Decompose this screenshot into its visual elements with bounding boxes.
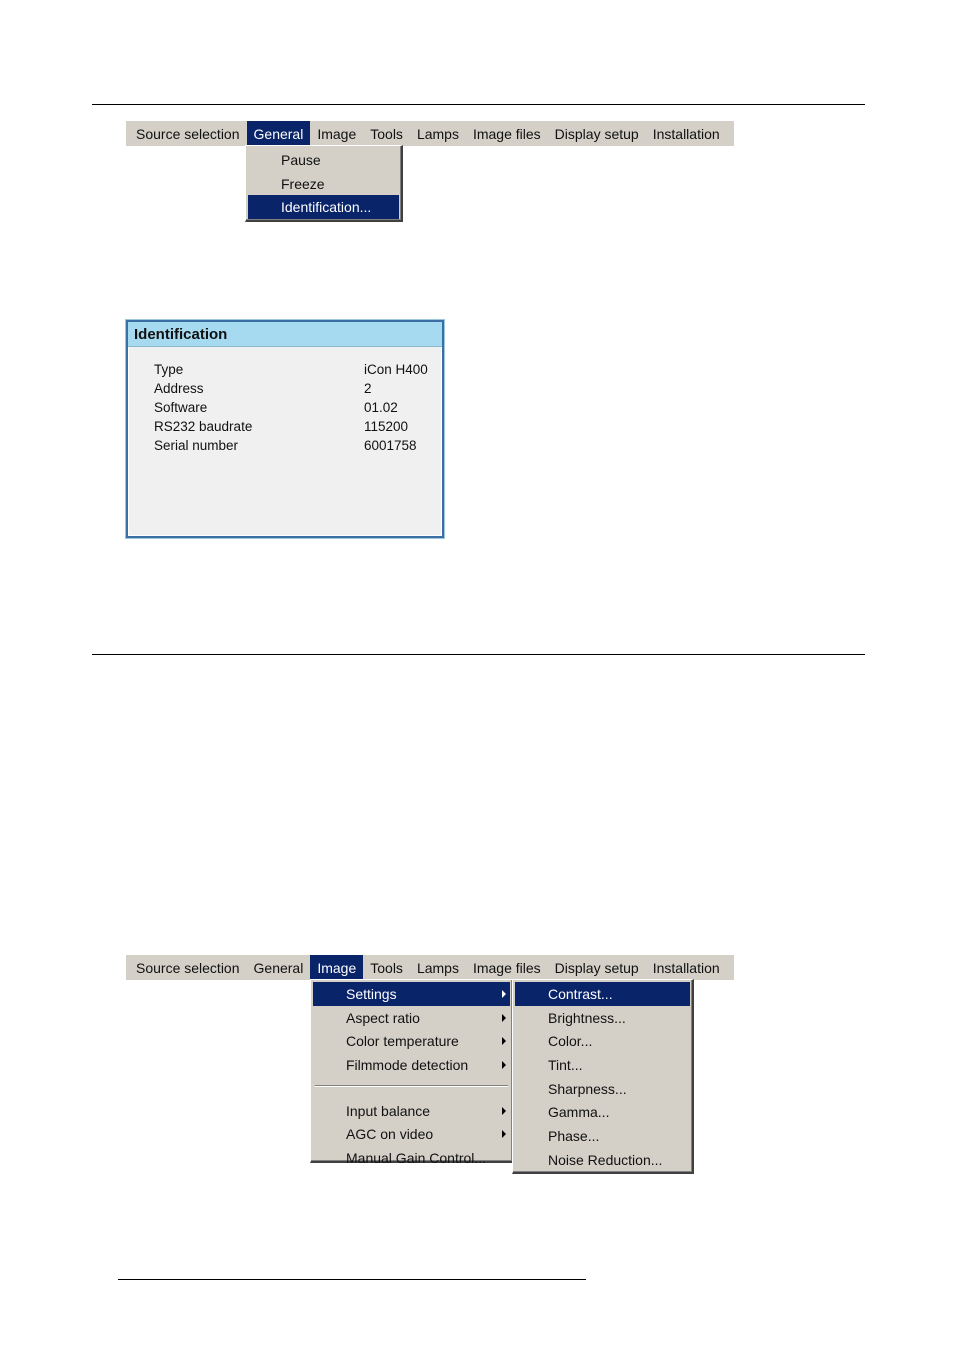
menu-tools[interactable]: Tools	[370, 959, 403, 976]
menu-item-label: Filmmode detection	[346, 1056, 469, 1073]
info-value: 2	[364, 381, 372, 396]
info-row-software	[154, 400, 434, 419]
menu-item-tint[interactable]	[515, 1053, 690, 1077]
menu-item-color-temperature[interactable]	[313, 1029, 510, 1053]
menu-image[interactable]: Image	[317, 125, 357, 142]
menu-item-label: Sharpness...	[548, 1080, 627, 1097]
menu-item-label: Input balance	[346, 1102, 431, 1119]
settings-submenu	[512, 979, 694, 1174]
menu-item-label: AGC on video	[346, 1126, 434, 1143]
info-key: Type	[154, 362, 184, 377]
menu-item-label: Contrast...	[548, 985, 613, 1002]
submenu-arrow-icon	[502, 990, 506, 998]
menu-item-pause[interactable]	[248, 148, 399, 172]
menu-item-agc-on-video[interactable]	[313, 1122, 510, 1146]
menu-item-freeze[interactable]	[248, 172, 399, 196]
info-key: Serial number	[154, 438, 239, 453]
info-value: 01.02	[364, 400, 398, 415]
menu-item-label: Tint...	[548, 1056, 583, 1073]
menu-image-files[interactable]: Image files	[472, 959, 541, 976]
info-value: 6001758	[364, 438, 417, 453]
menu-item-settings[interactable]	[313, 982, 510, 1006]
info-key: Software	[154, 400, 208, 415]
menu-item-input-balance[interactable]	[313, 1099, 510, 1123]
menu-item-label: Manual Gain Control...	[346, 1149, 487, 1166]
menubar-bottom	[126, 955, 734, 980]
menu-tools[interactable]: Tools	[370, 125, 403, 142]
info-row-serial-number	[154, 438, 434, 457]
menu-item-label: Noise Reduction...	[548, 1151, 663, 1168]
menu-item-gamma[interactable]	[515, 1100, 690, 1124]
menu-item-brightness[interactable]	[515, 1006, 690, 1030]
menu-item-label: Settings	[346, 985, 397, 1002]
menu-item-manual-gain-control[interactable]	[313, 1146, 510, 1170]
info-row-baudrate	[154, 419, 434, 438]
menu-source-selection[interactable]: Source selection	[136, 959, 240, 976]
menubar-top	[126, 121, 734, 146]
submenu-arrow-icon	[502, 1037, 506, 1045]
info-key: Address	[154, 381, 204, 396]
image-dropdown	[310, 979, 514, 1166]
menu-item-label: Color...	[548, 1033, 593, 1050]
menu-item-label: Phase...	[548, 1127, 600, 1144]
menu-display-setup[interactable]: Display setup	[554, 125, 639, 142]
identification-dialog	[126, 320, 444, 538]
menu-source-selection[interactable]: Source selection	[136, 125, 240, 142]
menu-item-label: Color temperature	[346, 1033, 459, 1050]
menu-item-label: Aspect ratio	[346, 1009, 420, 1026]
menu-image-files[interactable]: Image files	[472, 125, 541, 142]
menu-item-label: Gamma...	[548, 1104, 610, 1121]
info-value: iCon H400	[364, 362, 428, 377]
menu-item-filmmode-detection[interactable]	[313, 1053, 510, 1077]
info-key: RS232 baudrate	[154, 419, 253, 434]
menu-image[interactable]: Image	[310, 955, 363, 980]
menu-display-setup[interactable]: Display setup	[554, 959, 639, 976]
info-value: 115200	[364, 419, 409, 434]
submenu-arrow-icon	[502, 1014, 506, 1022]
menu-lamps[interactable]: Lamps	[416, 125, 459, 142]
dialog-title: Identification	[128, 322, 442, 347]
menu-item-label: Brightness...	[548, 1009, 626, 1026]
middle-rule	[92, 654, 865, 655]
menu-item-label: Pause	[281, 151, 321, 168]
menu-item-label: Freeze	[281, 175, 325, 192]
menu-item-phase[interactable]	[515, 1124, 690, 1148]
info-row-address	[154, 381, 434, 400]
menu-item-identification[interactable]	[248, 195, 399, 219]
menu-general[interactable]: General	[247, 121, 311, 146]
menu-lamps[interactable]: Lamps	[416, 959, 459, 976]
info-row-type	[154, 362, 434, 381]
menu-item-noise-reduction[interactable]	[515, 1148, 690, 1172]
menu-installation[interactable]: Installation	[652, 959, 720, 976]
submenu-arrow-icon	[502, 1130, 506, 1138]
submenu-arrow-icon	[502, 1107, 506, 1115]
top-rule	[92, 104, 865, 105]
menu-item-aspect-ratio[interactable]	[313, 1006, 510, 1030]
menu-item-label: Identification...	[281, 199, 372, 216]
menu-separator	[315, 1085, 508, 1087]
bottom-rule	[118, 1279, 586, 1280]
menu-item-contrast[interactable]	[515, 982, 690, 1006]
menu-item-color[interactable]	[515, 1029, 690, 1053]
menu-item-sharpness[interactable]	[515, 1077, 690, 1101]
menu-general[interactable]: General	[253, 959, 304, 976]
general-dropdown	[245, 145, 403, 222]
submenu-arrow-icon	[502, 1061, 506, 1069]
menu-installation[interactable]: Installation	[652, 125, 720, 142]
